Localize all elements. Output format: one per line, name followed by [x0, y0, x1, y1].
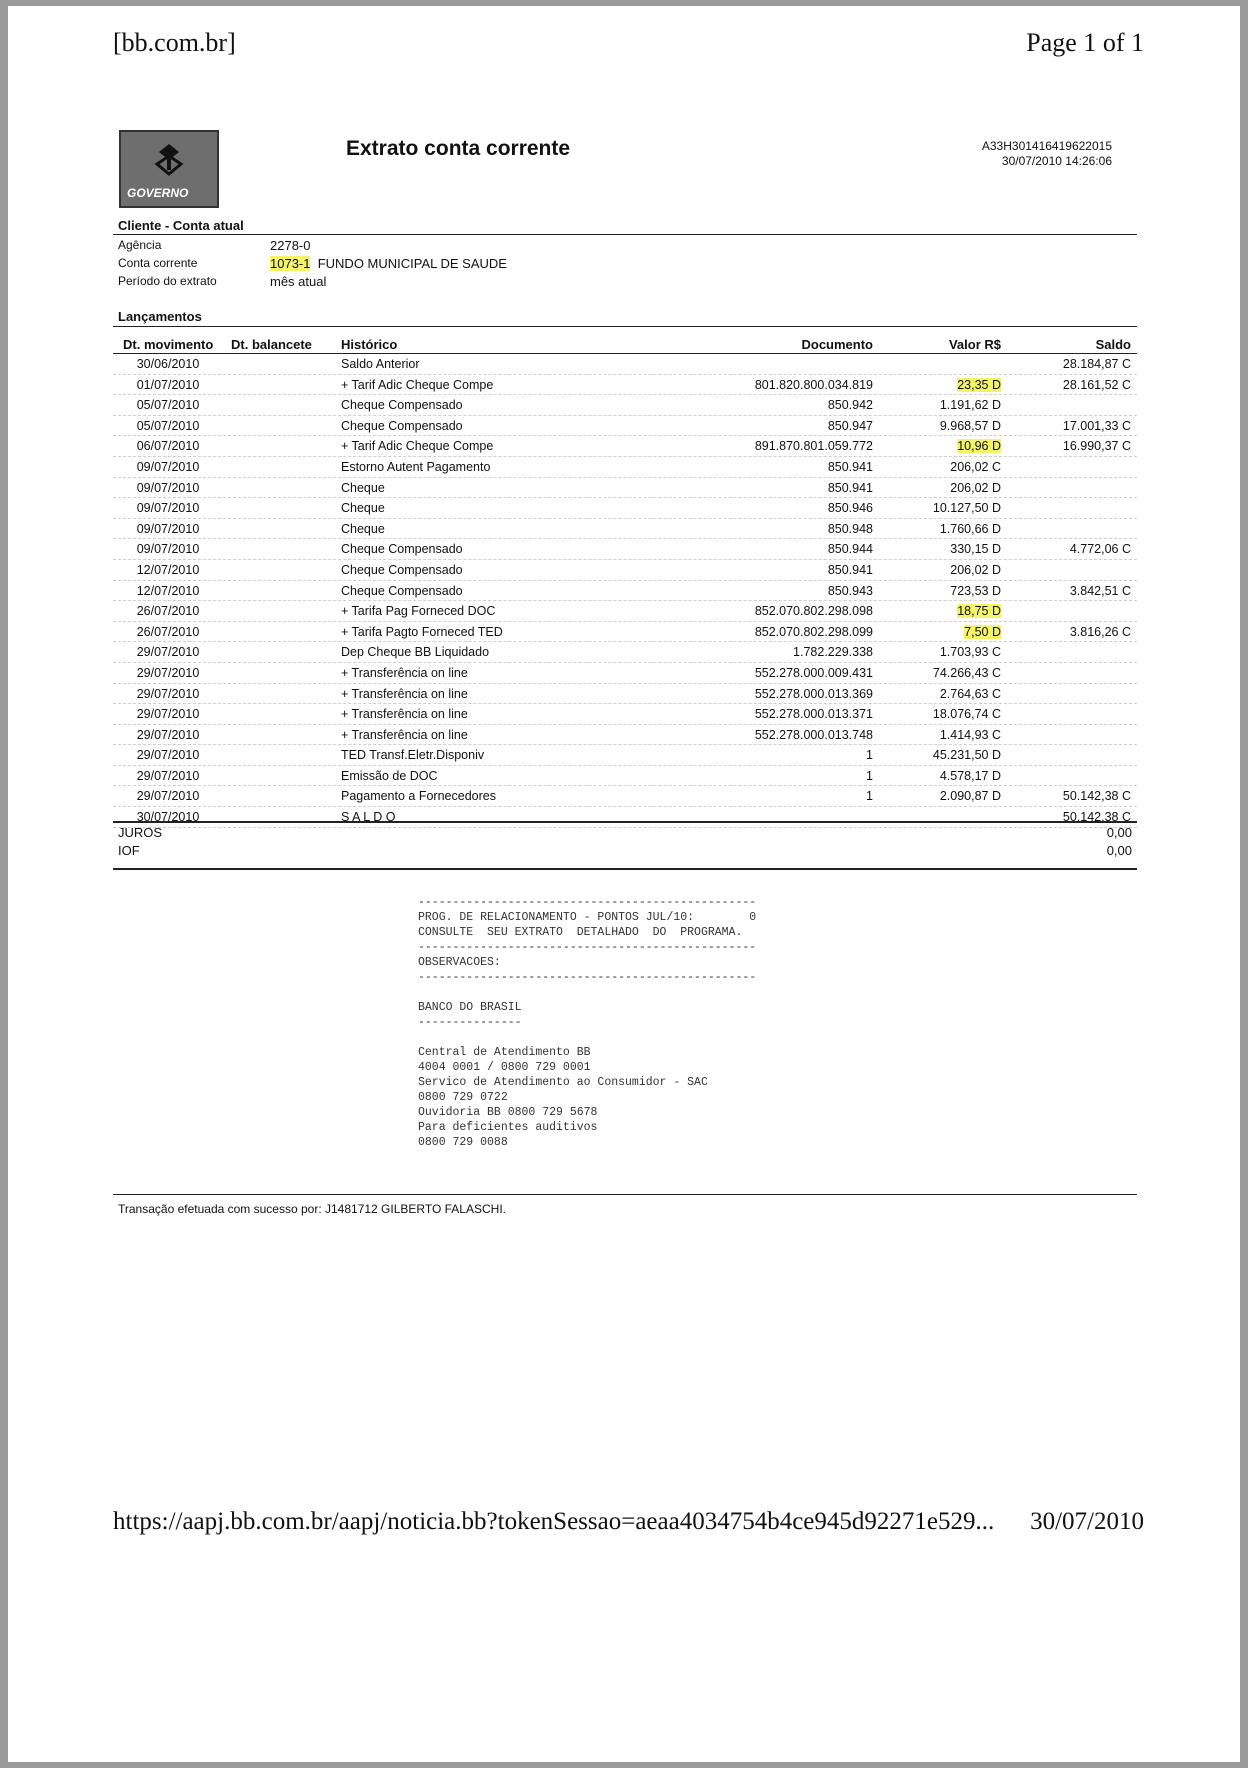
cell-saldo: 3.816,26 C — [1069, 624, 1131, 639]
cell-historico: Saldo Anterior — [341, 357, 420, 371]
cell-dt-movimento: 26/07/2010 — [136, 604, 200, 619]
table-row — [113, 581, 1137, 602]
conta-number: 1073-1 — [270, 256, 311, 271]
cell-documento: 852.070.802.298.098 — [754, 604, 873, 619]
logo-text: GOVERNO — [127, 186, 189, 200]
note-line: CONSULTE SEU EXTRATO DETALHADO DO PROGRAMA. — [418, 926, 743, 939]
cell-dt-movimento: 09/07/2010 — [136, 521, 200, 536]
cell-documento: 850.941 — [827, 562, 873, 577]
client-section-title: Cliente - Conta atual — [118, 218, 244, 233]
note-line: ------------------------------------------------- — [418, 896, 757, 909]
cell-valor: 18.076,74 C — [932, 707, 1001, 722]
cell-historico: TED Transf.Eletr.Disponiv — [341, 748, 485, 763]
cell-historico: + Transferência on line — [341, 727, 468, 742]
cell-historico: Cheque Compensado — [341, 418, 463, 433]
cell-documento: 552.278.000.009.431 — [754, 665, 873, 680]
table-row — [113, 539, 1137, 560]
divider — [113, 1194, 1137, 1195]
periodo-label: Período do extrato — [118, 274, 217, 288]
agencia-label: Agência — [118, 238, 162, 252]
cell-valor: 74.266,43 C — [932, 665, 1001, 680]
note-line — [418, 1030, 756, 1045]
note-line: 0800 729 0088 — [418, 1136, 508, 1149]
iof-label: IOF — [118, 843, 140, 858]
conta-holder: FUNDO MUNICIPAL DE SAUDE — [317, 256, 507, 271]
cell-historico: Estorno Autent Pagamento — [341, 459, 491, 474]
table-row — [113, 725, 1137, 746]
juros-row — [118, 825, 1132, 841]
cell-saldo: 3.842,51 C — [1069, 583, 1131, 598]
cell-historico: + Tarifa Pag Forneced DOC — [341, 604, 496, 619]
cell-valor: 330,15 D — [950, 542, 1001, 557]
divider — [113, 868, 1137, 870]
col-saldo: Saldo — [1095, 337, 1131, 352]
cell-dt-movimento: 12/07/2010 — [136, 583, 200, 598]
cell-dt-movimento: 29/07/2010 — [136, 686, 200, 701]
table-row — [113, 416, 1137, 437]
note-line: BANCO DO BRASIL — [418, 1001, 522, 1014]
table-row — [113, 622, 1137, 643]
cell-saldo: 50.142,38 C — [1062, 810, 1131, 825]
cell-valor: 7,50 D — [964, 624, 1001, 639]
agencia-value: 2278-0 — [270, 238, 311, 253]
cell-documento: 801.820.800.034.819 — [754, 377, 873, 392]
cell-dt-movimento: 29/07/2010 — [136, 789, 200, 804]
table-row — [113, 642, 1137, 663]
page-number: Page 1 of 1 — [1026, 28, 1144, 57]
col-dt-movimento: Dt. movimento — [123, 337, 214, 352]
cell-dt-movimento: 05/07/2010 — [136, 398, 200, 413]
juros-label: JUROS — [118, 825, 163, 840]
cell-valor: 9.968,57 D — [939, 418, 1001, 433]
table-row — [113, 498, 1137, 519]
divider — [113, 234, 1137, 235]
note-line: OBSERVACOES: — [418, 956, 501, 969]
table-row — [113, 375, 1137, 396]
cell-saldo: 50.142,38 C — [1062, 789, 1131, 804]
cell-historico: + Transferência on line — [341, 707, 468, 722]
table-row — [113, 766, 1137, 787]
col-historico: Histórico — [341, 337, 398, 352]
cell-documento: 850.944 — [827, 542, 873, 557]
browser-print-date: 30/07/2010 — [1030, 1508, 1144, 1535]
cell-dt-movimento: 05/07/2010 — [136, 418, 200, 433]
cell-saldo: 28.184,87 C — [1062, 357, 1131, 371]
cell-dt-movimento: 09/07/2010 — [136, 542, 200, 557]
cell-valor: 1.760,66 D — [939, 521, 1001, 536]
cell-dt-movimento: 30/06/2010 — [136, 357, 200, 371]
col-dt-balancete: Dt. balancete — [231, 337, 312, 352]
conta-value — [270, 256, 507, 271]
cell-dt-movimento: 09/07/2010 — [136, 459, 200, 474]
note-line: 0800 729 0722 — [418, 1091, 508, 1104]
cell-historico: Cheque Compensado — [341, 398, 463, 413]
cell-dt-movimento: 26/07/2010 — [136, 624, 200, 639]
cell-documento: 1 — [866, 768, 873, 783]
cell-dt-movimento: 29/07/2010 — [136, 768, 200, 783]
cell-documento: 552.278.000.013.748 — [754, 727, 873, 742]
table-row — [113, 745, 1137, 766]
iof-value: 0,00 — [1106, 843, 1132, 858]
cell-documento: 1.782.229.338 — [793, 645, 873, 660]
cell-valor: 18,75 D — [957, 604, 1001, 619]
cell-valor: 206,02 D — [950, 480, 1001, 495]
table-row — [113, 560, 1137, 581]
note-line: Central de Atendimento BB — [418, 1046, 591, 1059]
statement-code — [982, 139, 1112, 169]
cell-valor: 723,53 D — [950, 583, 1001, 598]
transaction-footer: Transação efetuada com sucesso por: J1481712 GILBERTO FALASCHI. — [118, 1202, 506, 1216]
note-line: 4004 0001 / 0800 729 0001 — [418, 1061, 591, 1074]
note-line: Servico de Atendimento ao Consumidor - SAC — [418, 1076, 708, 1089]
cell-valor: 23,35 D — [957, 377, 1001, 392]
juros-value: 0,00 — [1106, 825, 1132, 840]
cell-historico: Cheque — [341, 501, 385, 516]
browser-url: https://aapj.bb.com.br/aapj/noticia.bb?tokenSessao=aeaa4034754b4ce945d92271e529... — [113, 1508, 995, 1535]
lancamentos-section-title: Lançamentos — [118, 309, 202, 324]
table-row — [113, 704, 1137, 725]
note-line: --------------- — [418, 1016, 522, 1029]
cell-documento: 552.278.000.013.369 — [754, 686, 873, 701]
table-row — [113, 786, 1137, 807]
cell-valor: 2.090,87 D — [939, 789, 1001, 804]
cell-historico: Cheque Compensado — [341, 542, 463, 557]
cell-dt-movimento: 09/07/2010 — [136, 480, 200, 495]
table-row — [113, 663, 1137, 684]
cell-historico: Cheque — [341, 521, 385, 536]
cell-documento: 852.070.802.298.099 — [754, 624, 873, 639]
conta-label: Conta corrente — [118, 256, 198, 270]
cell-historico: Dep Cheque BB Liquidado — [341, 645, 490, 660]
cell-historico: Cheque — [341, 480, 385, 495]
note-line: Ouvidoria BB 0800 729 5678 — [418, 1106, 598, 1119]
cell-valor: 10.127,50 D — [932, 501, 1001, 516]
cell-historico: Cheque Compensado — [341, 583, 463, 598]
note-line: PROG. DE RELACIONAMENTO - PONTOS JUL/10: 0 — [418, 911, 757, 924]
bb-logo-icon — [151, 142, 187, 178]
cell-dt-movimento: 29/07/2010 — [136, 707, 200, 722]
cell-documento: 1 — [866, 748, 873, 763]
note-line — [418, 985, 756, 1000]
cell-documento: 1 — [866, 789, 873, 804]
table-row — [113, 436, 1137, 457]
col-valor: Valor R$ — [948, 337, 1001, 352]
cell-historico: S A L D O — [341, 810, 396, 825]
cell-dt-movimento: 29/07/2010 — [136, 645, 200, 660]
cell-valor: 10,96 D — [957, 439, 1001, 454]
note-line: ------------------------------------------------- — [418, 971, 757, 984]
table-row — [113, 354, 1137, 375]
cell-dt-movimento: 30/07/2010 — [136, 810, 200, 825]
bank-logo — [119, 130, 219, 208]
cell-valor: 2.764,63 C — [939, 686, 1001, 701]
cell-saldo: 28.161,52 C — [1062, 377, 1131, 392]
statement-notes — [418, 895, 756, 1150]
cell-historico: Emissão de DOC — [341, 768, 438, 783]
cell-documento: 850.946 — [827, 501, 873, 516]
cell-historico: Pagamento a Fornecedores — [341, 789, 496, 804]
cell-dt-movimento: 29/07/2010 — [136, 748, 200, 763]
col-documento: Documento — [801, 337, 873, 352]
cell-historico: + Tarif Adic Cheque Compe — [341, 439, 494, 454]
cell-dt-movimento: 12/07/2010 — [136, 562, 200, 577]
cell-dt-movimento: 01/07/2010 — [136, 377, 200, 392]
cell-dt-movimento: 09/07/2010 — [136, 501, 200, 516]
cell-documento: 850.943 — [827, 583, 873, 598]
cell-documento: 850.947 — [827, 418, 873, 433]
cell-documento: 850.941 — [827, 480, 873, 495]
cell-historico: + Transferência on line — [341, 686, 468, 701]
cell-historico: + Transferência on line — [341, 665, 468, 680]
cell-historico: + Tarifa Pagto Forneced TED — [341, 624, 503, 639]
table-row — [113, 457, 1137, 478]
table-row — [113, 601, 1137, 622]
cell-valor: 206,02 D — [950, 562, 1001, 577]
iof-row — [118, 843, 1132, 859]
cell-valor: 1.414,93 C — [939, 727, 1001, 742]
cell-valor: 1.703,93 C — [939, 645, 1001, 660]
cell-documento: 850.941 — [827, 459, 873, 474]
periodo-value: mês atual — [270, 274, 327, 289]
browser-site-label: [bb.com.br] — [113, 28, 236, 57]
table-row — [113, 684, 1137, 705]
divider — [113, 326, 1137, 327]
table-row — [113, 519, 1137, 540]
table-row — [113, 395, 1137, 416]
cell-historico: + Tarif Adic Cheque Compe — [341, 377, 494, 392]
cell-dt-movimento: 29/07/2010 — [136, 665, 200, 680]
page-title: Extrato conta corrente — [346, 137, 571, 160]
cell-valor: 45.231,50 D — [932, 748, 1001, 763]
cell-saldo: 17.001,33 C — [1062, 418, 1131, 433]
statement-datetime: 30/07/2010 14:26:06 — [1001, 154, 1112, 168]
cell-saldo: 4.772,06 C — [1069, 542, 1131, 557]
cell-documento: 850.942 — [827, 398, 873, 413]
cell-valor: 1.191,62 D — [939, 398, 1001, 413]
table-row — [113, 478, 1137, 499]
cell-dt-movimento: 06/07/2010 — [136, 439, 200, 454]
cell-documento: 891.870.801.059.772 — [754, 439, 873, 454]
table-header — [113, 337, 1137, 353]
note-line: ------------------------------------------------- — [418, 941, 757, 954]
cell-saldo: 16.990,37 C — [1062, 439, 1131, 454]
note-line: Para deficientes auditivos — [418, 1121, 598, 1134]
cell-documento: 552.278.000.013.371 — [754, 707, 873, 722]
transactions-table — [113, 354, 1137, 828]
cell-valor: 4.578,17 D — [939, 768, 1001, 783]
statement-page — [8, 6, 1240, 1762]
cell-documento: 850.948 — [827, 521, 873, 536]
auth-code: A33H301416419622015 — [981, 139, 1112, 153]
cell-valor: 206,02 C — [950, 459, 1001, 474]
cell-dt-movimento: 29/07/2010 — [136, 727, 200, 742]
cell-historico: Cheque Compensado — [341, 562, 463, 577]
divider — [113, 821, 1137, 823]
